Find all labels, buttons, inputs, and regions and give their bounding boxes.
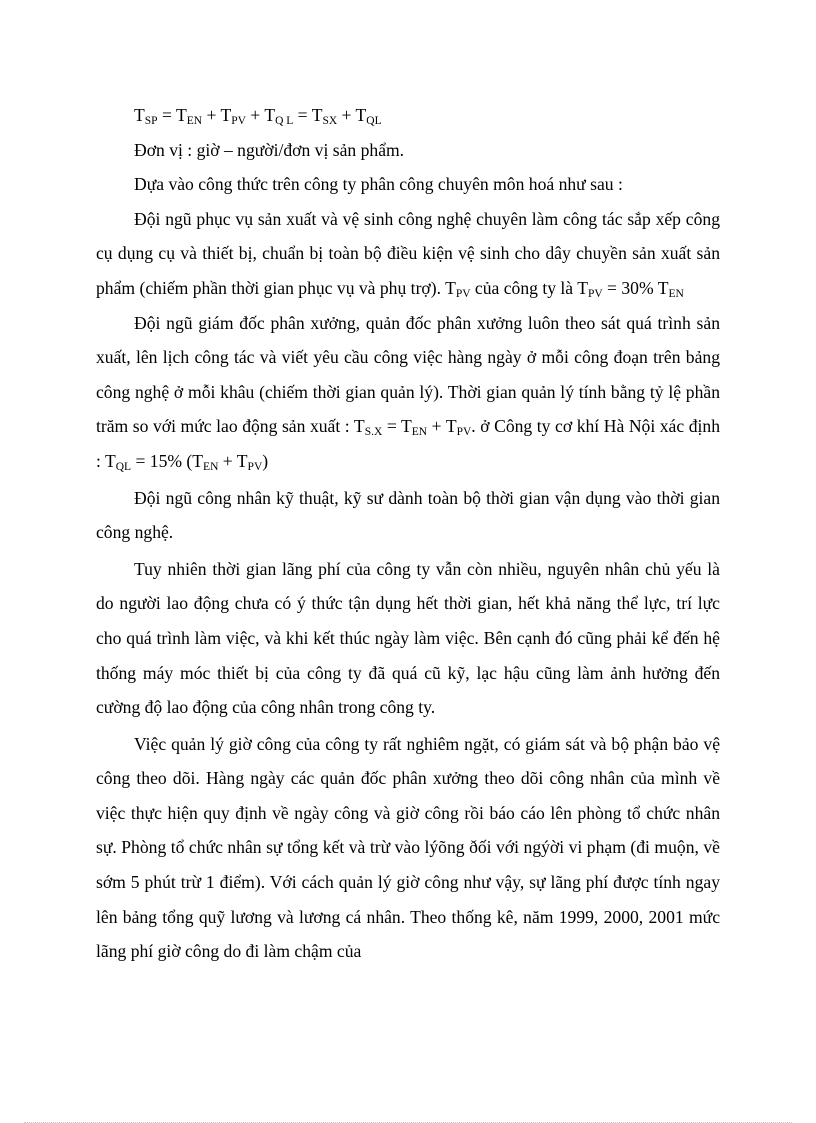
document-page [96, 98, 720, 969]
unit-line: Đơn vị : giờ – người/đơn vị sản phẩm. [134, 139, 405, 160]
formula-line: $T_{SP} = T_{EN} + T_{PV} + T_{Q L} = T_{SX} + T_{QL}$ [134, 105, 382, 127]
intro-paragraph: Dựa vào công thức trên công ty phân công chuyên môn hoá như sau : [134, 174, 623, 195]
timekeeping-paragraph: Việc quản lý giờ công của công ty rất nghiêm ngặt, có giám sát và bộ phận bảo vệ công theo dõi. Hàng ngày các quản đốc phân xưởng theo dõi công nhân của mình về việc thực hiện quy định về ngày công và giờ công rồi báo cáo lên phòng tổ chức nhân sự. Phòng tổ chức nhân sự tổng kết và trừ vào lýõng ðối với ngýời vi phạm (đi muộn, về sớm 5 phút trừ 1 điểm). Với cách quản lý giờ công như vậy, sự lãng phí được tính ngay lên bảng tổng quỹ lương và lương cá nhân. Theo thống kê, năm 1999, 2000, 2001 mức lãng phí giờ công do đi làm chậm của [96, 733, 720, 962]
manager-paragraph: Đội ngũ giám đốc phân xưởng, quản đốc phân xưởng luôn theo sát quá trình sản xuất, lên lịch công tác và viết yêu cầu công việc hàng ngày ở mỗi công đoạn trên bảng công nghệ ở mỗi khâu (chiếm thời gian quản lý). Thời gian quản lý tính bằng tỷ lệ phần trăm so với mức lao động sản xuất : $T_{S.X} = T_{EN} + T_{PV}$. ở Công ty cơ khí Hà Nội xác định : $T_{QL} = 15\%$ $(T_{EN} + T_{PV})$ [96, 312, 721, 473]
waste-paragraph: Tuy nhiên thời gian lãng phí của công ty vẫn còn nhiều, nguyên nhân chủ yếu là do người lao động chưa có ý thức tận dụng hết thời gian, hết khả năng thể lực, trí lực cho quá trình làm việc, và khi kết thúc ngày làm việc. Bên cạnh đó cũng phải kể đến hệ thống máy móc thiết bị của công ty đã quá cũ kỹ, lạc hậu cũng làm ảnh hưởng đến cường độ lao động của công nhân trong công ty. [96, 558, 720, 718]
workers-paragraph: Đội ngũ công nhân kỹ thuật, kỹ sư dành toàn bộ thời gian vận dụng vào thời gian công nghệ. [96, 487, 720, 543]
service-staff-paragraph: Đội ngũ phục vụ sản xuất và vệ sinh công nghệ chuyên làm công tác sắp xếp công cụ dụng cụ và thiết bị, chuẩn bị toàn bộ điều kiện vệ sinh cho dây chuyền sản xuất sản phẩm (chiếm phần thời gian phục vụ và phụ trợ). $T_{PV}$ của công ty là $T_{PV} = 30\%$ $T_{EN}$ [96, 208, 720, 300]
